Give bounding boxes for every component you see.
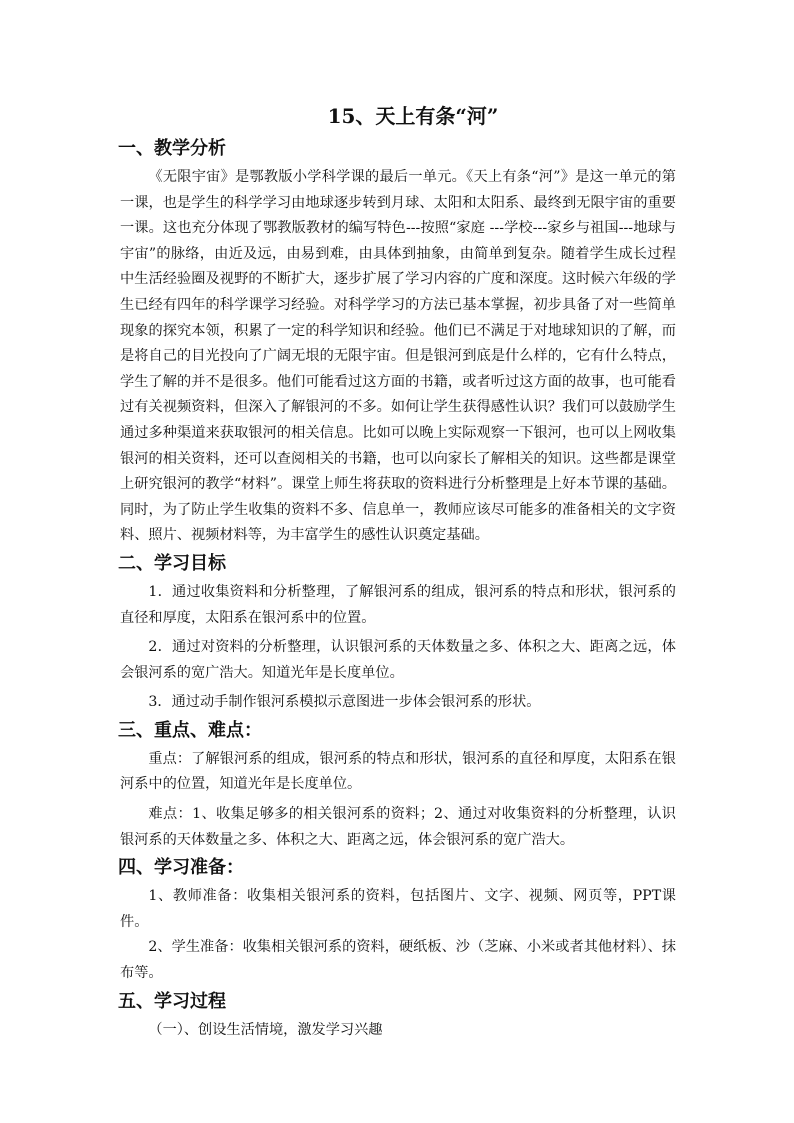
key-point-text: 重点：了解银河系的组成，银河系的特点和形状，银河系的直径和厚度，太阳系在银河系中的位置，知道光年是长度单位。	[120, 750, 676, 793]
difficult-point-text: 难点：1、收集足够多的相关银河系的资料；2、通过对收集资料的分析整理，认识银河系的天体数量之多、体积之大、距离之远，体会银河系的宽广浩大。	[120, 806, 676, 848]
document-content	[120, 102, 676, 1043]
process-step-1: （一）、创设生活情境，激发学习兴趣	[148, 1021, 383, 1038]
analysis-paragraph: 《无限宇宙》是鄂教版小学科学课的最后一单元。《天上有条“河”》是这一单元的第一课，也是学生的科学学习由地球逐步转到月球、太阳和太阳系、最终到无限宇宙的重要一课。这也充分体现了鄂教版教材的编写特色---按照“家庭 ---学校---家乡与祖国---地球与宇宙”的脉络，由近及远，由易到难，由具体到抽象，由简单到复杂。随着学生成长过程中生活经验圈及视野的不断扩大，逐步扩展了学习内容的广度和深度。这时候六年级的学生已经有四年的科学课学习经验。对科学学习的方法已基本掌握，初步具备了对一些简单现象的探究本领，积累了一定的科学知识和经验。他们已不满足于对地球知识的了解，而是将自己的目光投向了广阔无垠的无限宇宙。但是银河到底是什么样的，它有什么特点，学生了解的并不是很多。他们可能看过这方面的书籍，或者听过这方面的故事，也可能看过有关视频资料，但深入了解银河的不多。如何让学生获得感性认识？我们可以鼓励学生通过多种渠道来获取银河的相关信息。比如可以晚上实际观察一下银河，也可以上网收集银河的相关资料，还可以查阅相关的书籍，也可以向家长了解相关的知识。这些都是课堂上研究银河的教学“材料”。课堂上师生将获取的资料进行分析整理是上好本节课的基础。同时，为了防止学生收集的资料不多、信息单一，教师应该尽可能多的准备相关的文字资料、照片、视频材料等，为丰富学生的感性认识奠定基础。	[120, 169, 676, 544]
section-heading-objectives: 二、学习目标	[118, 552, 226, 574]
teacher-preparation: 1、教师准备：收集相关银河系的资料，包括图片、文字、视频、网页等，PPT课件。	[120, 888, 676, 930]
section-heading-preparation: 四、学习准备：	[118, 857, 244, 879]
section-heading-key-points: 三、重点、难点：	[118, 719, 262, 741]
objective-item-2: 2．通过对资料的分析整理，认识银河系的天体数量之多、体积之大、距离之远，体会银河系的宽广浩大。知道光年是长度单位。	[120, 639, 676, 681]
section-heading-process: 五、学习过程	[118, 990, 226, 1012]
student-preparation: 2、学生准备：收集相关银河系的资料，硬纸板、沙（芝麻、小米或者其他材料）、抹布等。	[120, 939, 676, 982]
objective-item-3: 3．通过动手制作银河系模拟示意图进一步体会银河系的形状。	[148, 694, 541, 711]
objective-item-1: 1．通过收集资料和分析整理，了解银河系的组成，银河系的特点和形状，银河系的直径和厚度，太阳系在银河系中的位置。	[120, 583, 676, 626]
page-title: 15、天上有条“河”	[327, 104, 499, 128]
section-heading-analysis: 一、教学分析	[118, 138, 226, 159]
